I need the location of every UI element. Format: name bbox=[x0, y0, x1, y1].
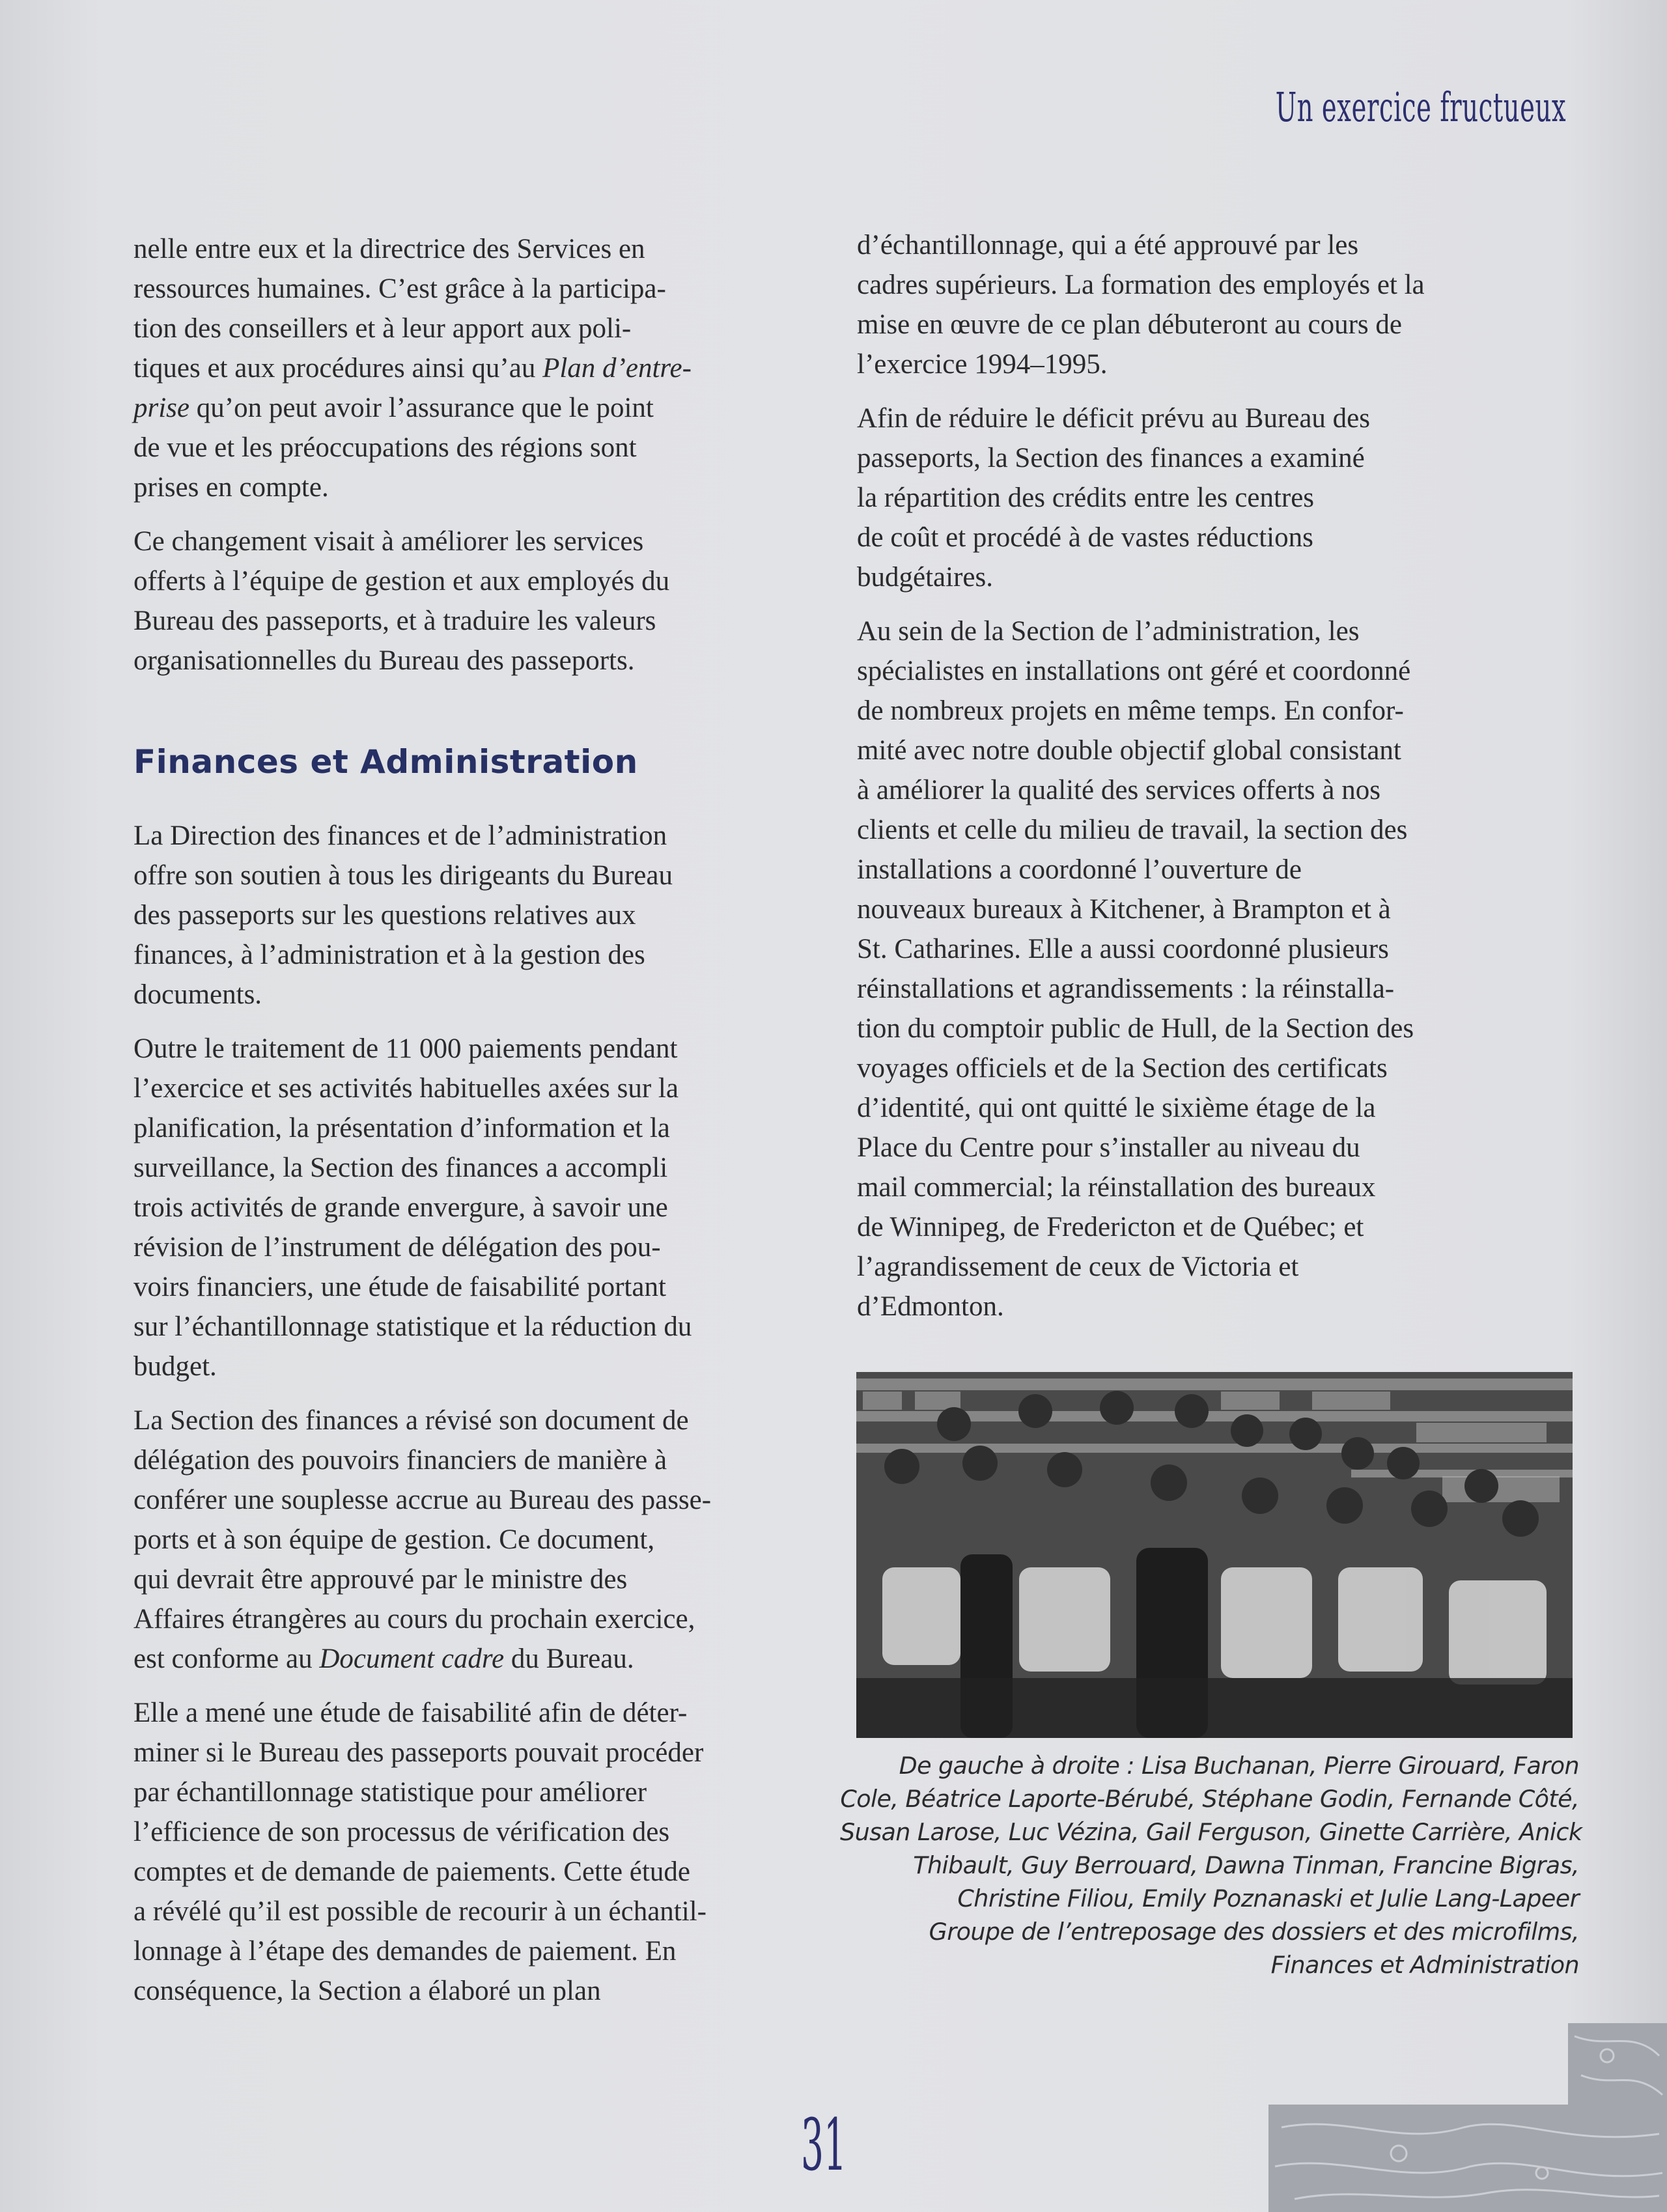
plan-entreprise-title: Plan d’entre- bbox=[542, 353, 692, 384]
paragraph: La Direction des finances et de l’administration offre son soutien à tous les dirigeants du Bureau des passeports sur les questions relatives aux finances, à l’administration et à la gestion des documents. bbox=[133, 820, 673, 1010]
paragraph: La Section des finances a révisé son document de délégation des pouvoirs financiers de manière à conférer une souplesse accrue au Bureau des passe- ports et à son équipe de gestion. Ce document, qui devrait être approuvé par le ministre des Affaires étrangères au cours du prochain exercice, est conforme au Document cadre du Bureau. bbox=[133, 1405, 712, 1674]
group-photo bbox=[856, 1372, 1573, 1738]
paragraph: Au sein de la Section de l’administration, les spécialistes en installations ont géré et coordonné de nombreux projets en même temps. En confor- mité avec notre double objectif global consistant à améliorer la qualité des services offerts à nos clients et celle du milieu de travail, la section des installations a coordonné l’ouverture de nouveaux bureaux à Kitchener, à Brampton et à St. Catharines. Elle a aussi coordonné plusieurs réinstallations et agrandissements : la réinstalla- tion du comptoir public de Hull, de la Section des voyages officiels et de la Section des certificats d’identité, qui ont quitté le sixième étage de la Place du Centre pour s’installer au niveau du mail commercial; la réinstallation des bureaux de Winnipeg, de Fredericton et de Québec; et l’agrandissement de ceux de Victoria et d’Edmonton. bbox=[857, 616, 1414, 1322]
left-column bbox=[133, 229, 775, 2025]
paragraph: Afin de réduire le déficit prévu au Bureau des passeports, la Section des finances a examiné la répartition des crédits entre les centres de coût et procédé à de vastes réductions budgétaires. bbox=[857, 403, 1371, 593]
decorative-map-icon bbox=[1268, 2023, 1667, 2212]
paragraph: d’échantillonnage, qui a été approuvé par les cadres supérieurs. La formation des employés et la mise en œuvre de ce plan débuteront au cours de l’exercice 1994–1995. bbox=[857, 230, 1425, 380]
photo-caption: De gauche à droite : Lisa Buchanan, Pierre Girouard, Faron Cole, Béatrice Laporte-Bérubé, Stéphane Godin, Fernande Côté, Susan Larose, Luc Vézina, Gail Ferguson, Ginette Carrière, Anick Thibault, Guy Berrouard, Dawna Tinman, Francine Bigras, Christine Filiou, Emily Poznanaski et Julie Lang-Lapeer Groupe de l’entreposage des dossiers et des microfilms, Finances et Administration bbox=[840, 1752, 1582, 1979]
paragraph: Ce changement visait à améliorer les services offerts à l’équipe de gestion et aux employés du Bureau des passeports, et à traduire les valeurs organisationnelles du Bureau des passeports. bbox=[133, 526, 670, 676]
section-heading: Finances et Administration bbox=[133, 743, 638, 781]
paragraph: Elle a mené une étude de faisabilité afin de déter- miner si le Bureau des passeports pouvait procéder par échantillonnage statistique pour améliorer l’efficience de son processus de vérification des comptes et de demande de paiements. Cette étude a révélé qu’il est possible de recourir à un échantil- lonnage à l’étape des demandes de paiement. En conséquence, la Section a élaboré un plan bbox=[133, 1698, 707, 2006]
page-number: 31 bbox=[801, 2103, 847, 2187]
paragraph: nelle entre eux et la directrice des Services en ressources humaines. C’est grâce à la participa- tion des conseillers et à leur apport aux poli- tiques et aux procédures ainsi qu’au Plan d’entre- prise qu’on peut avoir l’assurance que le point de vue et les préoccupations des régions sont prises en compte. bbox=[133, 234, 692, 503]
right-column bbox=[857, 225, 1502, 1341]
paragraph: Outre le traitement de 11 000 paiements pendant l’exercice et ses activités habituelles axées sur la planification, la présentation d’information et la surveillance, la Section des finances a accompli trois activités de grande envergure, à savoir une révision de l’instrument de délégation des pou- voirs financiers, une étude de faisabilité portant sur l’échantillonnage statistique et la réduction du budget. bbox=[133, 1033, 692, 1382]
running-title: Un exercice fructueux bbox=[1275, 83, 1566, 131]
document-cadre-title: Document cadre bbox=[319, 1644, 505, 1674]
